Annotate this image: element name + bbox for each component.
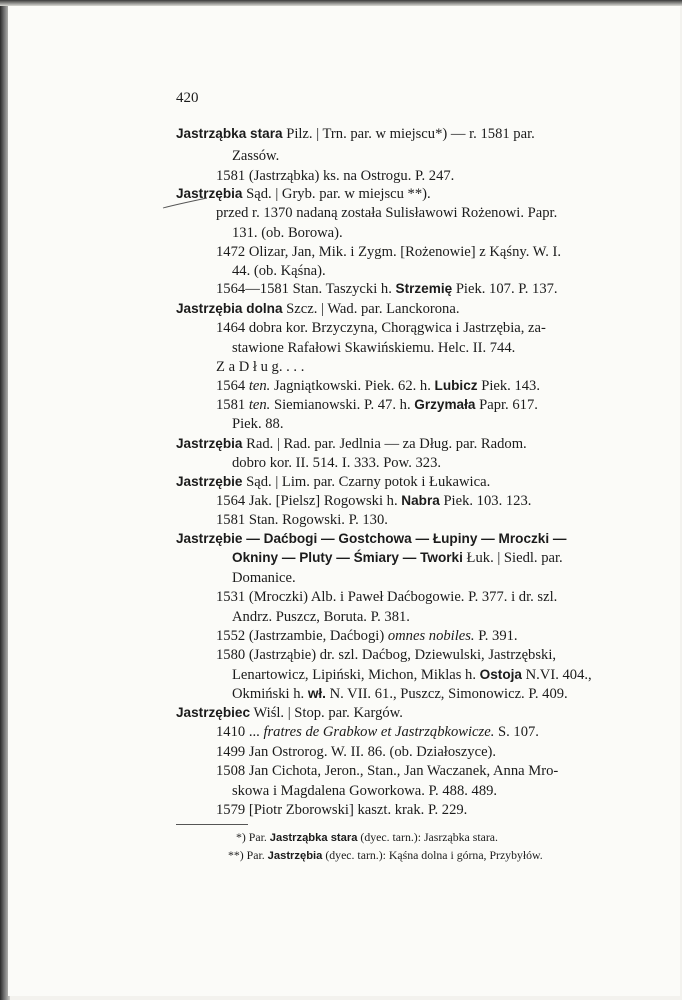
text-run: (dyec. tarn.): Kąśna dolna i górna, Przybyłów.: [322, 848, 543, 862]
text-run: Piek. 88.: [232, 416, 284, 432]
text-run: 1581: [216, 397, 249, 413]
text-run: Siemianowski. P. 47. h.: [270, 397, 415, 413]
entry-line: [216, 280, 558, 298]
text-run: Piek. 107. P. 137.: [452, 281, 558, 297]
text-run: 131. (ob. Borowa).: [232, 225, 343, 241]
entry-line: [232, 147, 279, 165]
bold-term: Lubicz: [434, 378, 478, 393]
bold-term: wł.: [307, 686, 326, 701]
footnote-rule: [176, 824, 248, 825]
text-run: stawione Rafałowi Skawińskiemu. Helc. II. 744.: [232, 340, 516, 356]
text-run: Łuk. | Siedl. par.: [462, 550, 563, 566]
bold-term: Nabra: [401, 493, 440, 508]
text-run: Szcz. | Wad. par. Lanckorona.: [282, 301, 460, 317]
text-run: Lenartowicz, Lipiński, Michon, Miklas h.: [232, 667, 480, 683]
text-run: P. 391.: [474, 628, 518, 644]
text-run: 1564 Jak. [Pielsz] Rogowski h.: [216, 493, 402, 509]
text-run: Pilz. | Trn. par. w miejscu*) — r. 1581 par.: [282, 126, 535, 142]
bold-term: Jastrzębia: [176, 436, 243, 451]
text-run: S. 107.: [494, 724, 539, 740]
entry-line: [176, 185, 431, 203]
bold-term: Jastrzębie — Daćbogi — Gostchowa — Łupiny — Mroczki —: [176, 531, 567, 546]
footnote-line: [228, 848, 543, 864]
text-run: 1499 Jan Ostrorog. W. II. 86. (ob. Działoszyce).: [216, 744, 497, 760]
entry-line: [176, 704, 403, 722]
entry-line: [216, 627, 518, 645]
entry-line: [216, 723, 539, 741]
text-run: Piek. 103. 123.: [439, 493, 532, 509]
italic-text: ten.: [248, 378, 271, 394]
entry-line: [216, 377, 540, 395]
text-run: 1564: [216, 378, 249, 394]
text-run: Sąd. | Lim. par. Czarny potok i Łukawica.: [242, 474, 491, 490]
bold-term: Jastrzębia dolna: [176, 301, 283, 316]
text-run: Domanice.: [232, 570, 296, 586]
bold-term: Okniny — Pluty — Śmiary — Tworki: [232, 550, 463, 565]
entry-line: [216, 492, 531, 510]
text-run: 1581 Stan. Rogowski. P. 130.: [216, 512, 388, 528]
text-run: Andrz. Puszcz, Boruta. P. 381.: [232, 609, 410, 625]
text-run: 1531 (Mroczki) Alb. i Paweł Daćbogowie. P. 377. i dr. szl.: [216, 589, 558, 605]
text-run: Piek. 143.: [477, 378, 540, 394]
entry-line: [216, 319, 546, 337]
text-run: dobro kor. II. 514. I. 333. Pow. 323.: [232, 455, 442, 471]
entry-line: [232, 415, 283, 433]
bold-term: Jastrzębiec: [176, 705, 251, 720]
text-run: skowa i Magdalena Goworkowa. P. 488. 489.: [232, 783, 498, 799]
text-run: 1581 (Jastrząbka) ks. na Ostrogu. P. 247.: [216, 168, 455, 184]
entry-line: [232, 608, 410, 626]
text-run: 1472 Olizar, Jan, Mik. i Zygm. [Rożenowie] z Kąśny. W. I.: [216, 244, 562, 260]
text-run: 1564—1581 Stan. Taszycki h.: [216, 281, 396, 297]
text-run: Papr. 617.: [475, 397, 538, 413]
italic-text: omnes nobiles.: [387, 628, 475, 644]
entry-line: [216, 646, 556, 664]
bold-term: Jastrząbka stara: [269, 832, 358, 844]
bold-term: Strzemię: [395, 281, 453, 296]
entry-line: [216, 167, 454, 185]
entry-line: [232, 666, 592, 684]
bold-term: Jastrząbka stara: [176, 126, 283, 141]
text-run: przed r. 1370 nadaną została Sulisławowi Rożenowi. Papr.: [216, 205, 558, 221]
text-run: Sąd. | Gryb. par. w miejscu **).: [242, 186, 431, 202]
bold-term: Jastrzębie: [176, 474, 243, 489]
entry-line: [176, 300, 459, 318]
entry-line: [216, 358, 304, 376]
text-run: 1579 [Piotr Zborowski] kaszt. krak. P. 229.: [216, 802, 468, 818]
entry-line: [176, 530, 567, 548]
text-run: N.VI. 404.,: [521, 667, 592, 683]
entry-line: [232, 782, 497, 800]
text-run: Wiśl. | Stop. par. Kargów.: [250, 705, 403, 721]
bold-term: Jastrzębia: [267, 850, 323, 862]
text-run: 1552 (Jastrzambie, Daćbogi): [216, 628, 388, 644]
text-run: 1580 (Jastrząbie) dr. szl. Daćbog, Dziewulski, Jastrzębski,: [216, 647, 557, 663]
text-run: **) Par.: [228, 848, 268, 862]
text-run: Rad. | Rad. par. Jedlnia — za Dług. par. Radom.: [242, 436, 527, 452]
text-run: 1464 dobra kor. Brzyczyna, Chorągwica i Jastrzębia, za-: [216, 320, 546, 336]
entry-line: [176, 473, 490, 491]
entry-line: [232, 339, 515, 357]
entry-line: [232, 262, 326, 280]
entry-line: [232, 224, 343, 242]
entry-line: [216, 762, 558, 780]
bold-term: Jastrzębia: [176, 186, 243, 201]
italic-text: fratres de Grabkow et Jastrząbkowicze.: [263, 724, 495, 740]
entry-line: [176, 435, 527, 453]
entry-line: [232, 549, 563, 567]
text-run: 1508 Jan Cichota, Jeron., Stan., Jan Waczanek, Anna Mro-: [216, 763, 559, 779]
page-number: 420: [176, 90, 199, 106]
entry-line: [232, 685, 568, 703]
text-run: Zassów.: [232, 148, 280, 164]
entry-line: [216, 396, 538, 414]
entry-line: [176, 125, 535, 143]
text-run: *) Par.: [236, 830, 270, 844]
italic-text: ten.: [248, 397, 271, 413]
text-run: 44. (ob. Kąśna).: [232, 263, 326, 279]
entry-line: [216, 243, 561, 261]
bold-term: Ostoja: [479, 667, 522, 682]
entry-line: [216, 588, 557, 606]
bold-term: Grzymała: [414, 397, 476, 412]
text-run: 1410 ...: [216, 724, 264, 740]
text-run: (dyec. tarn.): Jasrząbka stara.: [357, 830, 498, 844]
text-run: Okmiński h.: [232, 686, 308, 702]
text-run: Jagniątkowski. Piek. 62. h.: [270, 378, 435, 394]
entry-line: [216, 204, 557, 222]
text-run: Z a D ł u g. . . .: [216, 359, 305, 375]
entry-line: [216, 743, 496, 761]
entry-line: [216, 801, 467, 819]
entry-line: [216, 511, 388, 529]
text-run: N. VII. 61., Puszcz, Simonowicz. P. 409.: [325, 686, 568, 702]
footnote-line: [236, 830, 498, 846]
entry-line: [232, 569, 296, 587]
entry-line: [232, 454, 441, 472]
